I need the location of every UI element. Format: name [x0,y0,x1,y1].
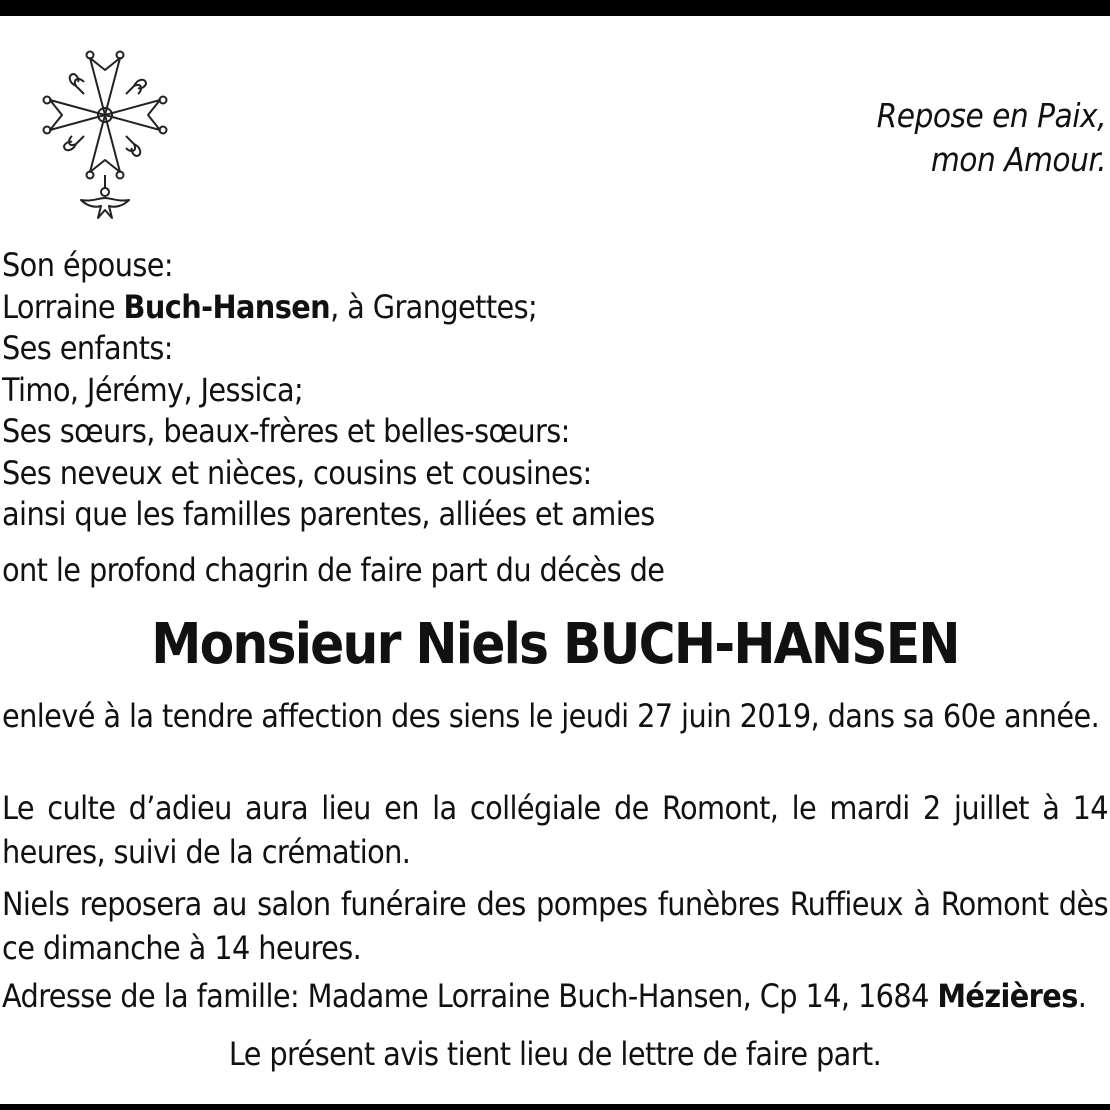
family-list [2,245,655,536]
announcement-intro: ont le profond chagrin de faire part du décès de [2,551,665,589]
address-suffix: . [1077,977,1087,1015]
siblings-line: Ses sœurs, beaux-frères et belles-sœurs: [2,412,570,450]
spouse-surname: Buch-Hansen [123,287,331,326]
service-paragraph: Le culte d’adieu aura lieu en la collégiale de Romont, le mardi 2 juillet à 14 heures, suivi de la crémation. [2,789,1108,871]
spouse-heading: Son épouse: [2,246,173,284]
spouse-line [2,287,655,329]
top-border-rule [0,0,1110,16]
spouse-first-name: Lorraine [2,287,124,326]
deceased-name: Monsieur Niels BUCH-HANSEN [151,612,959,677]
address-town: Mézières [937,977,1078,1015]
viewing-paragraph: Niels reposera au salon funéraire des pompes funèbres Ruffieux à Romont dès ce dimanche à 14 heures. [2,885,1108,967]
family-address [2,974,1108,1018]
epitaph-line-2: mon Amour. [930,140,1106,179]
epitaph-line-1: Repose en Paix, [876,96,1106,135]
bottom-border-rule [0,1104,1110,1110]
closing-note: Le présent avis tient lieu de lettre de faire part. [228,1035,882,1073]
epitaph [877,94,1106,182]
children-names: Timo, Jérémy, Jessica; [2,370,304,409]
nephews-line: Ses neveux et nièces, cousins et cousines: [2,453,592,492]
address-prefix: Adresse de la famille: Madame Lorraine Buch-Hansen, Cp 14, 1684 [2,977,938,1015]
death-paragraph: enlevé à la tendre affection des siens le jeudi 27 juin 2019, dans sa 60e année. [2,697,1100,735]
huguenot-cross-icon [30,42,180,227]
families-line: ainsi que les familles parentes, alliées et amies [2,495,655,533]
children-heading: Ses enfants: [2,329,173,367]
spouse-place: , à Grangettes; [330,287,538,326]
